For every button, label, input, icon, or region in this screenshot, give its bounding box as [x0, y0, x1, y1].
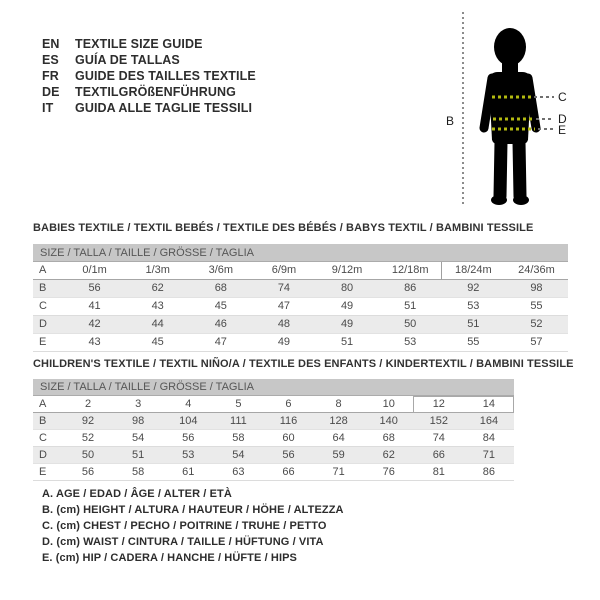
- language-code: DE: [42, 85, 60, 99]
- language-row: [42, 84, 256, 100]
- size-value: 8: [335, 398, 342, 410]
- language-title: GUIDE DES TAILLES TEXTILE: [75, 69, 256, 83]
- language-row: [42, 52, 256, 68]
- size-value: 66: [282, 466, 295, 478]
- size-header-label: SIZE / TALLA / TAILLE / GRÖSSE / TAGLIA: [40, 381, 254, 393]
- table-row: [33, 396, 514, 413]
- size-value: 56: [182, 432, 195, 444]
- row-label: E: [39, 466, 47, 478]
- size-value: 2: [84, 398, 92, 410]
- size-value: 45: [214, 300, 227, 312]
- size-value: 76: [382, 466, 395, 478]
- row-label: A: [39, 398, 47, 410]
- row-label: E: [39, 336, 47, 348]
- size-value: 152: [429, 415, 448, 427]
- size-value: 68: [214, 282, 227, 294]
- measurement-legend: [42, 486, 344, 566]
- child-silhouette-graphic: [440, 8, 600, 218]
- language-title-list: [42, 36, 256, 116]
- size-value: 46: [214, 318, 227, 330]
- size-value: 51: [340, 336, 354, 348]
- size-value: 71: [482, 449, 496, 461]
- language-title: TEXTILGRÖßENFÜHRUNG: [75, 85, 236, 99]
- row-label: D: [39, 449, 47, 461]
- language-code: FR: [42, 69, 59, 83]
- size-value: 4: [185, 398, 192, 410]
- size-header-bar: [33, 244, 568, 262]
- size-value: 80: [340, 282, 354, 294]
- height-label: B: [446, 114, 455, 128]
- size-value: 98: [530, 282, 543, 294]
- size-value: 56: [282, 449, 295, 461]
- size-value: 51: [132, 449, 145, 461]
- size-value: 62: [382, 449, 395, 461]
- size-value: 62: [151, 282, 164, 294]
- size-value: 56: [81, 466, 95, 478]
- waist-label: D: [558, 112, 567, 126]
- size-value: 128: [329, 415, 348, 427]
- language-code: IT: [42, 101, 54, 115]
- legend-item: B. (cm) HEIGHT / ALTURA / HAUTEUR / HÖHE / ALTEZZA: [42, 504, 344, 516]
- legend-item: C. (cm) CHEST / PECHO / POITRINE / TRUHE / PETTO: [42, 520, 327, 532]
- size-value: 49: [340, 300, 354, 312]
- size-value: 86: [404, 282, 417, 294]
- table-row: [33, 334, 568, 352]
- language-title: TEXTILE SIZE GUIDE: [75, 37, 203, 51]
- size-value: 74: [277, 282, 291, 294]
- row-label: C: [39, 300, 47, 312]
- hip-label: E: [558, 123, 567, 137]
- size-header-bar: [33, 379, 514, 396]
- size-value: 42: [88, 318, 101, 330]
- language-title: GUÍA DE TALLAS: [75, 53, 180, 67]
- size-value: 52: [81, 432, 95, 444]
- size-value: 164: [479, 415, 499, 427]
- size-value: 59: [332, 449, 345, 461]
- row-label: A: [39, 264, 47, 276]
- row-label: B: [39, 415, 47, 427]
- size-value: 6: [285, 398, 292, 410]
- size-value: 84: [482, 432, 496, 444]
- size-value: 50: [404, 318, 417, 330]
- babies-size-table: [33, 244, 568, 352]
- size-value: 14: [482, 398, 496, 410]
- size-value: 58: [232, 432, 245, 444]
- size-value: 71: [332, 466, 345, 478]
- size-value: 55: [467, 336, 480, 348]
- size-value: 45: [151, 336, 164, 348]
- size-value: 68: [382, 432, 395, 444]
- size-value: 3: [135, 398, 142, 410]
- size-value: 54: [232, 449, 245, 461]
- size-value: 53: [467, 300, 480, 312]
- child-measurement-figure: [440, 8, 600, 218]
- language-title: GUIDA ALLE TAGLIE TESSILI: [75, 101, 253, 115]
- row-label: D: [39, 318, 47, 330]
- row-label: C: [39, 432, 47, 444]
- size-value: 104: [179, 415, 198, 427]
- children-section-title: CHILDREN'S TEXTILE / TEXTIL NIÑO/A / TEXTILE DES ENFANTS / KINDERTEXTIL / BAMBINI TESSILE: [33, 358, 574, 370]
- table-row: [33, 262, 568, 280]
- size-value: 116: [279, 415, 298, 427]
- size-value: 6/9m: [271, 264, 297, 276]
- size-value: 98: [132, 415, 145, 427]
- size-value: 51: [467, 318, 480, 330]
- language-code: EN: [42, 37, 60, 51]
- child-silhouette: [484, 28, 536, 205]
- table-row: [33, 280, 568, 298]
- table-row: [33, 298, 568, 316]
- size-value: 41: [88, 300, 101, 312]
- size-value: 61: [182, 466, 195, 478]
- size-value: 48: [277, 318, 291, 330]
- size-value: 43: [151, 300, 164, 312]
- language-row: [42, 68, 256, 84]
- size-value: 47: [277, 300, 291, 312]
- size-value: 66: [432, 449, 445, 461]
- size-value: 63: [232, 466, 245, 478]
- size-value: 50: [81, 449, 95, 461]
- size-value: 74: [432, 432, 445, 444]
- size-value: 54: [132, 432, 145, 444]
- size-value: 0/1m: [82, 264, 107, 276]
- size-value: 47: [214, 336, 227, 348]
- size-value: 43: [88, 336, 101, 348]
- size-value: 92: [81, 415, 95, 427]
- table-row: [33, 413, 514, 430]
- size-value: 52: [530, 318, 543, 330]
- language-row: [42, 100, 256, 116]
- table-row: [33, 447, 514, 464]
- size-value: 24/36m: [518, 264, 555, 276]
- size-value: 57: [530, 336, 543, 348]
- size-value: 86: [482, 466, 496, 478]
- table-row: [33, 316, 568, 334]
- chest-label: C: [558, 90, 567, 104]
- legend-item: A. AGE / EDAD / ÂGE / ALTER / ETÀ: [42, 488, 232, 500]
- size-value: 5: [235, 398, 242, 410]
- table-row: [33, 464, 514, 481]
- size-value: 49: [277, 336, 291, 348]
- table-row: [33, 430, 514, 447]
- language-row: [42, 36, 256, 52]
- language-code: ES: [42, 53, 59, 67]
- size-value: 49: [340, 318, 354, 330]
- legend-item: E. (cm) HIP / CADERA / HANCHE / HÜFTE / HIPS: [42, 552, 297, 564]
- size-value: 3/6m: [208, 264, 234, 276]
- size-value: 53: [404, 336, 417, 348]
- size-value: 1/3m: [145, 264, 170, 276]
- size-value: 92: [467, 282, 480, 294]
- size-value: 10: [382, 398, 395, 410]
- size-value: 18/24m: [454, 264, 492, 276]
- size-value: 60: [282, 432, 295, 444]
- size-value: 81: [432, 466, 445, 478]
- babies-section-title: BABIES TEXTILE / TEXTIL BEBÉS / TEXTILE DES BÉBÉS / BABYS TEXTIL / BAMBINI TESSILE: [33, 222, 534, 234]
- size-value: 51: [404, 300, 417, 312]
- size-value: 58: [132, 466, 145, 478]
- size-value: 56: [88, 282, 101, 294]
- size-value: 111: [230, 415, 247, 427]
- size-header-label: SIZE / TALLA / TAILLE / GRÖSSE / TAGLIA: [40, 247, 254, 259]
- size-value: 9/12m: [331, 264, 363, 276]
- size-value: 44: [151, 318, 164, 330]
- size-value: 12: [432, 398, 445, 410]
- row-label: B: [39, 282, 47, 294]
- legend-item: D. (cm) WAIST / CINTURA / TAILLE / HÜFTUNG / VITA: [42, 536, 324, 548]
- size-value: 53: [182, 449, 195, 461]
- size-value: 12/18m: [391, 264, 429, 276]
- size-value: 140: [379, 415, 398, 427]
- size-value: 55: [530, 300, 543, 312]
- children-size-table: [33, 379, 514, 481]
- size-value: 64: [332, 432, 345, 444]
